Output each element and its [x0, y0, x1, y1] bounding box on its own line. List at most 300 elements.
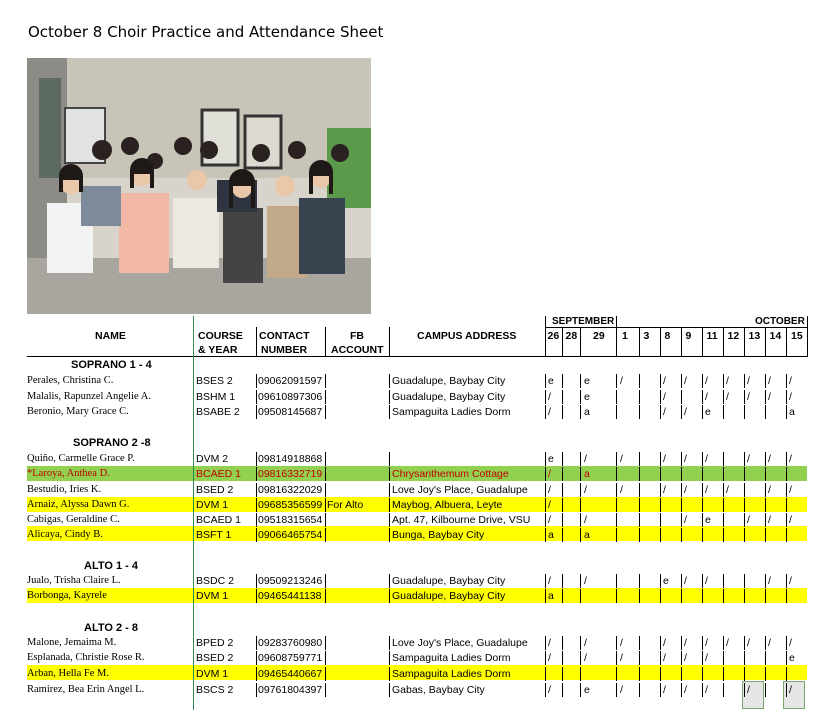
grid-line — [723, 483, 724, 497]
grid-line — [639, 498, 640, 512]
grid-line — [681, 327, 682, 357]
grid-line — [786, 452, 787, 466]
attendance-mark: / — [747, 375, 750, 387]
grid-line — [681, 589, 682, 603]
grid-line — [256, 374, 257, 388]
grid-line — [786, 483, 787, 497]
grid-line — [681, 498, 682, 512]
grid-line — [616, 651, 617, 665]
grid-line — [545, 589, 546, 603]
selected-cell[interactable] — [742, 681, 764, 709]
divider — [27, 356, 807, 357]
grid-line — [765, 513, 766, 527]
grid-line — [545, 651, 546, 665]
grid-line — [702, 589, 703, 603]
grid-line — [580, 574, 581, 588]
member-name: Malalis, Rapunzel Angelie A. — [27, 391, 151, 402]
grid-line — [681, 405, 682, 419]
grid-line — [580, 528, 581, 542]
grid-line — [389, 390, 390, 404]
grid-line — [639, 574, 640, 588]
attendance-mark: / — [768, 453, 771, 465]
grid-line — [580, 390, 581, 404]
header-date-11: 11 — [706, 330, 718, 342]
attendance-mark: / — [620, 484, 623, 496]
grid-line — [765, 405, 766, 419]
member-address: Bunga, Baybay City — [392, 529, 485, 541]
member-name: Malone, Jemaima M. — [27, 637, 117, 648]
attendance-mark: / — [548, 575, 551, 587]
member-course: BCAED 1 — [196, 514, 241, 526]
grid-line — [723, 651, 724, 665]
member-course: BSED 2 — [196, 484, 234, 496]
attendance-mark: e — [789, 652, 795, 664]
grid-line — [681, 483, 682, 497]
grid-line — [702, 390, 703, 404]
header-date-1: 1 — [622, 330, 628, 342]
grid-line — [256, 405, 257, 419]
grid-line — [580, 327, 581, 357]
member-address: Guadalupe, Baybay City — [392, 575, 506, 587]
grid-line — [325, 636, 326, 650]
grid-line — [744, 467, 745, 481]
attendance-mark: / — [663, 637, 666, 649]
grid-line — [545, 467, 546, 481]
grid-line — [744, 589, 745, 603]
attendance-mark: / — [726, 484, 729, 496]
grid-line — [723, 528, 724, 542]
attendance-mark: e — [584, 375, 590, 387]
header-date-29: 29 — [593, 330, 605, 342]
grid-line — [765, 528, 766, 542]
grid-line — [660, 483, 661, 497]
member-name: Ramirez, Bea Erin Angel L. — [27, 684, 145, 695]
grid-line — [256, 574, 257, 588]
grid-line — [325, 574, 326, 588]
attendance-mark: / — [747, 637, 750, 649]
grid-line — [765, 667, 766, 681]
grid-line — [616, 452, 617, 466]
grid-line — [702, 683, 703, 697]
attendance-mark: / — [620, 637, 623, 649]
grid-line — [639, 513, 640, 527]
attendance-mark: / — [684, 406, 687, 418]
grid-line — [702, 483, 703, 497]
grid-line — [681, 574, 682, 588]
grid-line — [681, 667, 682, 681]
grid-line — [639, 483, 640, 497]
grid-line — [639, 651, 640, 665]
grid-line — [639, 452, 640, 466]
grid-line — [786, 327, 787, 357]
attendance-mark: / — [789, 684, 792, 696]
grid-line — [325, 405, 326, 419]
grid-line — [562, 667, 563, 681]
grid-line — [639, 528, 640, 542]
attendance-mark: / — [747, 684, 750, 696]
attendance-mark: / — [620, 453, 623, 465]
grid-line — [681, 452, 682, 466]
member-name: Cabigas, Geraldine C. — [27, 514, 120, 525]
grid-line — [744, 683, 745, 697]
member-address: Love Joy's Place, Guadalupe — [392, 484, 528, 496]
attendance-mark: / — [684, 575, 687, 587]
attendance-mark: / — [768, 375, 771, 387]
grid-line — [786, 589, 787, 603]
grid-line — [580, 683, 581, 697]
grid-line — [545, 636, 546, 650]
member-contact: 09062091597 — [258, 375, 323, 387]
attendance-mark: / — [705, 652, 708, 664]
section-soprano-1: SOPRANO 1 - 4 — [71, 359, 152, 371]
grid-line — [562, 498, 563, 512]
grid-line — [325, 483, 326, 497]
attendance-mark: / — [663, 375, 666, 387]
member-course: BSDC 2 — [196, 575, 234, 587]
member-contact: 09518315654 — [258, 514, 323, 526]
member-contact: 09508145687 — [258, 406, 323, 418]
header-date-3: 3 — [643, 330, 650, 342]
member-contact: 09283760980 — [258, 637, 323, 649]
attendance-mark: / — [584, 484, 587, 496]
grid-line — [545, 683, 546, 697]
grid-line — [580, 498, 581, 512]
grid-line — [744, 667, 745, 681]
member-course: DVM 1 — [196, 590, 229, 602]
member-contact: 09465441138 — [258, 590, 322, 602]
grid-line — [660, 498, 661, 512]
grid-line — [193, 316, 194, 710]
attendance-mark: / — [747, 391, 750, 403]
grid-line — [765, 483, 766, 497]
member-address: Love Joy's Place, Guadalupe — [392, 637, 528, 649]
grid-line — [545, 513, 546, 527]
grid-line — [616, 683, 617, 697]
grid-line — [562, 636, 563, 650]
grid-line — [325, 513, 326, 527]
grid-line — [765, 374, 766, 388]
grid-line — [786, 390, 787, 404]
grid-line — [702, 374, 703, 388]
header-date-12: 12 — [727, 330, 740, 342]
attendance-mark: / — [789, 637, 792, 649]
member-address: Apt. 47, Kilbourne Drive, VSU — [392, 514, 531, 526]
grid-line — [545, 452, 546, 466]
grid-line — [786, 467, 787, 481]
header-date-9: 9 — [685, 330, 692, 342]
grid-line — [744, 405, 745, 419]
member-contact: 09509213246 — [258, 575, 323, 587]
grid-line — [723, 498, 724, 512]
header-date-26: 26 — [547, 330, 560, 342]
attendance-mark: / — [548, 684, 551, 696]
grid-line — [256, 467, 257, 481]
header-name: NAME — [95, 330, 126, 342]
grid-line — [639, 589, 640, 603]
grid-line — [660, 374, 661, 388]
grid-line — [562, 452, 563, 466]
grid-line — [545, 390, 546, 404]
grid-line — [562, 467, 563, 481]
member-name: Beronio, Mary Grace C. — [27, 406, 129, 417]
attendance-mark: / — [548, 499, 551, 511]
grid-line — [256, 452, 257, 466]
grid-line — [580, 374, 581, 388]
grid-line — [389, 574, 390, 588]
attendance-mark: / — [768, 484, 771, 496]
attendance-mark: / — [705, 484, 708, 496]
grid-line — [545, 574, 546, 588]
grid-line — [616, 636, 617, 650]
grid-line — [389, 651, 390, 665]
header-address: CAMPUS ADDRESS — [417, 330, 517, 342]
grid-line — [545, 528, 546, 542]
grid-line — [744, 636, 745, 650]
grid-line — [545, 405, 546, 419]
grid-line — [681, 513, 682, 527]
grid-line — [256, 498, 257, 512]
attendance-mark: / — [548, 406, 551, 418]
grid-line — [723, 574, 724, 588]
grid-line — [765, 390, 766, 404]
grid-line — [702, 513, 703, 527]
member-address: Sampaguita Ladies Dorm — [392, 668, 511, 680]
grid-line — [580, 651, 581, 665]
grid-line — [256, 683, 257, 697]
grid-line — [702, 667, 703, 681]
attendance-mark: / — [684, 637, 687, 649]
section-alto-2: ALTO 2 - 8 — [84, 622, 138, 634]
grid-line — [562, 405, 563, 419]
grid-line — [389, 498, 390, 512]
grid-line — [389, 452, 390, 466]
grid-line — [765, 467, 766, 481]
member-course: BPED 2 — [196, 637, 234, 649]
attendance-mark: / — [768, 575, 771, 587]
grid-line — [616, 498, 617, 512]
attendance-mark: / — [620, 652, 623, 664]
member-name: Quiño, Carmelle Grace P. — [27, 453, 135, 464]
grid-line — [616, 327, 617, 357]
member-name: Jualo, Trisha Claire L. — [27, 575, 121, 586]
attendance-mark: / — [789, 391, 792, 403]
grid-line — [723, 327, 724, 357]
grid-line — [660, 452, 661, 466]
header-date-14: 14 — [769, 330, 782, 342]
attendance-mark: / — [684, 453, 687, 465]
grid-line — [562, 374, 563, 388]
member-course: DVM 1 — [196, 668, 229, 680]
grid-line — [325, 390, 326, 404]
attendance-mark: / — [663, 484, 666, 496]
grid-line — [660, 636, 661, 650]
grid-line — [325, 651, 326, 665]
attendance-mark: / — [768, 391, 771, 403]
grid-line — [744, 528, 745, 542]
grid-line — [639, 667, 640, 681]
grid-line — [562, 528, 563, 542]
member-course: BSABE 2 — [196, 406, 240, 418]
attendance-mark: e — [548, 453, 554, 465]
attendance-mark: / — [726, 391, 729, 403]
grid-line — [660, 667, 661, 681]
grid-line — [744, 498, 745, 512]
header-number: NUMBER — [261, 344, 308, 356]
grid-line — [702, 651, 703, 665]
attendance-mark: / — [584, 453, 587, 465]
grid-line — [660, 589, 661, 603]
grid-line — [744, 390, 745, 404]
grid-line — [256, 528, 257, 542]
attendance-mark: a — [584, 468, 590, 480]
grid-line — [660, 327, 661, 357]
grid-line — [616, 513, 617, 527]
member-course: DVM 2 — [196, 453, 229, 465]
grid-line — [744, 574, 745, 588]
grid-line — [389, 667, 390, 681]
member-address: Sampaguita Ladies Dorm — [392, 652, 511, 664]
attendance-mark: / — [789, 375, 792, 387]
grid-line — [723, 390, 724, 404]
grid-line — [545, 498, 546, 512]
grid-line — [786, 636, 787, 650]
grid-line — [702, 452, 703, 466]
header-date-13: 13 — [748, 330, 761, 342]
grid-line — [325, 667, 326, 681]
grid-line — [325, 374, 326, 388]
grid-line — [702, 574, 703, 588]
grid-line — [723, 374, 724, 388]
attendance-mark: / — [548, 391, 551, 403]
attendance-mark: / — [548, 652, 551, 664]
grid-line — [562, 683, 563, 697]
attendance-mark: / — [747, 453, 750, 465]
grid-line — [389, 483, 390, 497]
member-course: BSES 2 — [196, 375, 233, 387]
grid-line — [786, 513, 787, 527]
grid-line — [765, 589, 766, 603]
attendance-mark: / — [789, 484, 792, 496]
member-contact: 09816322029 — [258, 484, 323, 496]
member-name: Esplanada, Christie Rose R. — [27, 652, 145, 663]
attendance-mark: / — [548, 637, 551, 649]
grid-line — [723, 683, 724, 697]
grid-line — [256, 589, 257, 603]
grid-line — [723, 667, 724, 681]
attendance-mark: e — [663, 575, 669, 587]
header-date-28: 28 — [565, 330, 578, 342]
grid-line — [580, 405, 581, 419]
grid-line — [562, 651, 563, 665]
grid-line — [325, 528, 326, 542]
member-contact: 09608759771 — [258, 652, 323, 664]
grid-line — [545, 316, 546, 357]
attendance-mark: / — [684, 684, 687, 696]
attendance-mark: / — [705, 375, 708, 387]
grid-line — [744, 483, 745, 497]
attendance-mark: a — [548, 529, 554, 541]
grid-line — [389, 636, 390, 650]
grid-line — [744, 374, 745, 388]
header-date-8: 8 — [664, 330, 671, 342]
attendance-mark: / — [768, 514, 771, 526]
grid-line — [660, 390, 661, 404]
attendance-mark: a — [548, 590, 554, 602]
grid-line — [786, 528, 787, 542]
grid-line — [389, 374, 390, 388]
member-address: Guadalupe, Baybay City — [392, 590, 506, 602]
grid-line — [325, 467, 326, 481]
section-alto-1: ALTO 1 - 4 — [84, 560, 138, 572]
grid-line — [616, 574, 617, 588]
grid-line — [545, 483, 546, 497]
attendance-mark: / — [747, 514, 750, 526]
attendance-mark: e — [548, 375, 554, 387]
attendance-mark: / — [726, 375, 729, 387]
attendance-mark: e — [705, 406, 711, 418]
grid-line — [702, 467, 703, 481]
grid-line — [616, 405, 617, 419]
grid-line — [681, 467, 682, 481]
grid-line — [616, 483, 617, 497]
attendance-mark: / — [705, 637, 708, 649]
attendance-mark: / — [789, 514, 792, 526]
member-address: Chrysanthemum Cottage — [392, 468, 509, 480]
grid-line — [639, 467, 640, 481]
grid-line — [389, 589, 390, 603]
grid-line — [660, 683, 661, 697]
header-year: & YEAR — [198, 344, 238, 356]
grid-line — [545, 374, 546, 388]
grid-line — [681, 374, 682, 388]
grid-line — [702, 327, 703, 357]
grid-line — [660, 528, 661, 542]
member-fb: For Alto — [327, 499, 364, 511]
attendance-mark: / — [548, 468, 551, 480]
page-title: October 8 Choir Practice and Attendance Sheet — [28, 23, 384, 41]
grid-line — [702, 528, 703, 542]
attendance-mark: / — [584, 637, 587, 649]
grid-line — [723, 589, 724, 603]
grid-line — [639, 405, 640, 419]
grid-line — [723, 636, 724, 650]
grid-line — [660, 651, 661, 665]
grid-line — [256, 651, 257, 665]
member-course: BSFT 1 — [196, 529, 232, 541]
grid-line — [562, 390, 563, 404]
attendance-mark: / — [620, 684, 623, 696]
grid-line — [702, 636, 703, 650]
grid-line — [786, 574, 787, 588]
member-course: BSCS 2 — [196, 684, 234, 696]
attendance-mark: / — [705, 575, 708, 587]
attendance-mark: / — [705, 684, 708, 696]
attendance-mark: a — [789, 406, 795, 418]
divider — [545, 327, 807, 328]
grid-line — [562, 513, 563, 527]
grid-line — [702, 498, 703, 512]
grid-line — [580, 467, 581, 481]
member-contact: 09761804397 — [258, 684, 323, 696]
grid-line — [616, 467, 617, 481]
grid-line — [807, 316, 808, 357]
header-account: ACCOUNT — [331, 344, 384, 356]
grid-line — [616, 374, 617, 388]
grid-line — [765, 651, 766, 665]
attendance-mark: / — [663, 453, 666, 465]
grid-line — [660, 574, 661, 588]
attendance-mark: / — [663, 684, 666, 696]
